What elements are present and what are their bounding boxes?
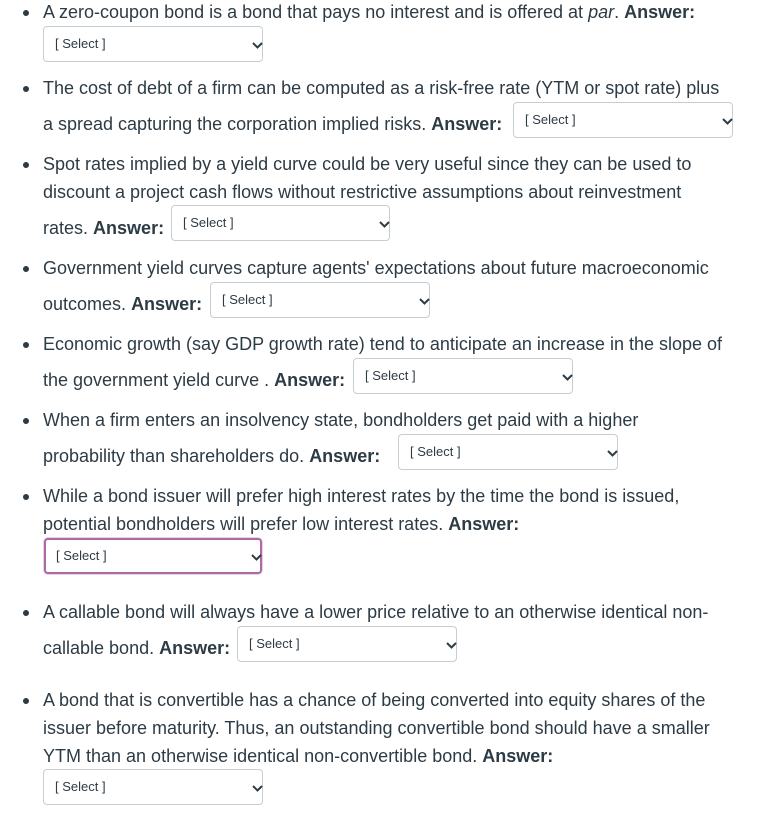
bullet (23, 342, 29, 348)
question-line: Economic growth (say GDP growth rate) tend to anticipate an increase in the slope of (43, 334, 723, 354)
question-line: probability than shareholders do. (43, 446, 305, 466)
question-line: While a bond issuer will prefer high interest rates by the time the bond is issued, (43, 486, 680, 506)
question-line: discount a project cash flows without restrictive assumptions about reinvestment (43, 182, 682, 202)
bullet (23, 10, 29, 16)
question-line: potential bondholders will prefer low interest rates. (43, 514, 444, 534)
answer-label: Answer: (431, 114, 503, 134)
question-line: a spread capturing the corporation implied risks. (43, 114, 427, 134)
answer-label: Answer: (448, 514, 520, 534)
select-value: [ Select ] (365, 368, 416, 383)
bullet (23, 162, 29, 168)
answer-label: Answer: (131, 294, 203, 314)
question-line: callable bond. (43, 638, 155, 658)
question-line: Government yield curves capture agents' expectations about future macroeconomic (43, 258, 709, 278)
answer-select[interactable] (171, 205, 390, 241)
answer-label: Answer: (309, 446, 381, 466)
select-value: [ Select ] (222, 292, 273, 307)
question-line: the government yield curve . (43, 370, 270, 390)
question-line: The cost of debt of a firm can be computed as a risk-free rate (YTM or spot rate) plus (43, 78, 720, 98)
answer-label: Answer: (159, 638, 231, 658)
question-line: A zero-coupon bond is a bond that pays no interest and is offered at (43, 2, 584, 22)
answer-select[interactable] (44, 538, 262, 574)
bullet (23, 494, 29, 500)
punctuation: . (614, 2, 620, 22)
bullet (23, 698, 29, 704)
answer-label: Answer: (624, 2, 696, 22)
select-value: [ Select ] (56, 548, 107, 563)
select-value: [ Select ] (525, 112, 576, 127)
answer-label: Answer: (93, 218, 165, 238)
question-line: issuer before maturity. Thus, an outstanding convertible bond should have a smaller (43, 718, 710, 738)
question-line: A bond that is convertible has a chance of being converted into equity shares of the (43, 690, 706, 710)
answer-select[interactable] (398, 434, 618, 470)
select-value: [ Select ] (183, 215, 234, 230)
question-line: Spot rates implied by a yield curve could be very useful since they can be used to (43, 154, 692, 174)
bullet (23, 610, 29, 616)
question-line: rates. (43, 218, 89, 238)
select-value: [ Select ] (249, 636, 300, 651)
bullet (23, 418, 29, 424)
answer-label: Answer: (482, 746, 554, 766)
select-value: [ Select ] (410, 444, 461, 459)
answer-select[interactable] (237, 626, 457, 662)
select-value: [ Select ] (55, 36, 106, 51)
question-line: A callable bond will always have a lower price relative to an otherwise identical non- (43, 602, 709, 622)
question-line: YTM than an otherwise identical non-convertible bond. (43, 746, 478, 766)
bullet (23, 266, 29, 272)
question-line: outcomes. (43, 294, 127, 314)
emphasis-term: par (588, 2, 615, 22)
answer-select[interactable] (43, 769, 263, 805)
answer-select[interactable] (210, 282, 430, 318)
bullet (23, 86, 29, 92)
question-line: When a firm enters an insolvency state, bondholders get paid with a higher (43, 410, 639, 430)
select-value: [ Select ] (55, 779, 106, 794)
answer-select[interactable] (353, 358, 573, 394)
answer-select[interactable] (513, 102, 733, 138)
answer-label: Answer: (274, 370, 346, 390)
answer-select[interactable] (43, 26, 263, 62)
